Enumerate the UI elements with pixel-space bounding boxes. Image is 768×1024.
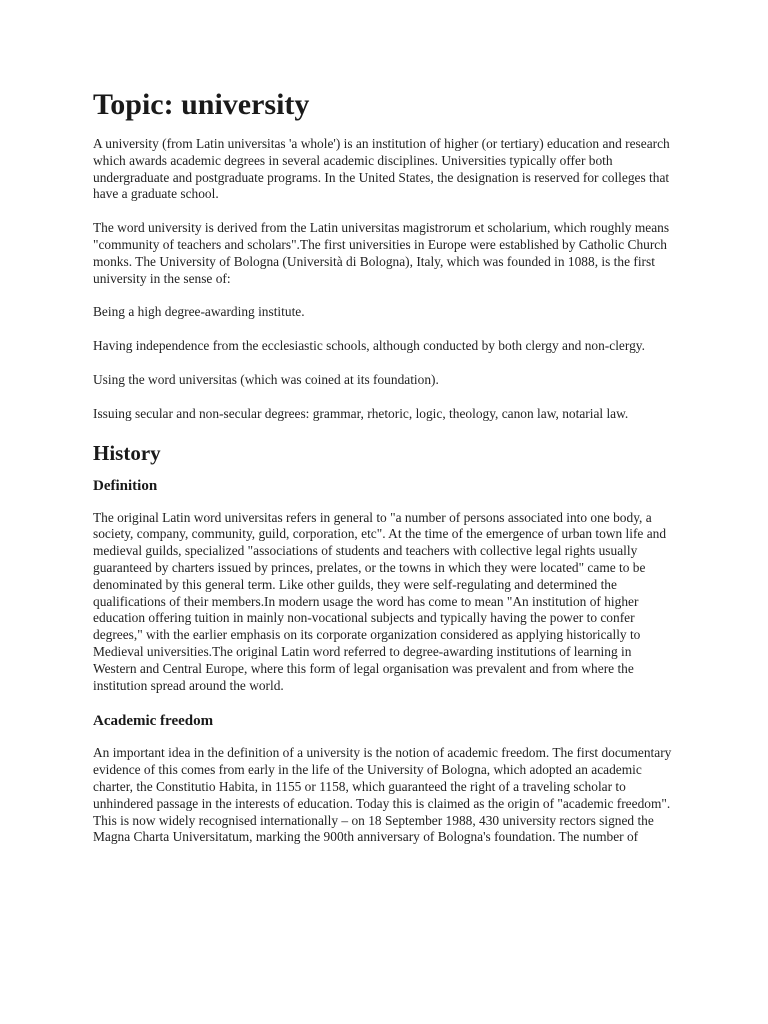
definition-paragraph: The original Latin word universitas refers in general to "a number of persons associated into one body, a society, company, community, guild, corporation, etc". At the time of the emergence of urban town life and medieval guilds, specialized "associations of students and teachers with collective legal rights usually guaranteed by charters issued by princes, prelates, or the towns in which they were located" came to be denominated by this general term. Like other guilds, they were self-regulating and determined the qualifications of their members.In modern usage the word has come to mean "An institution of higher education offering tuition in mainly non-vocational subjects and typically having the power to confer degrees," with the earlier emphasis on its corporate organization considered as applying historically to Medieval universities.The original Latin word referred to degree-awarding institutions of learning in Western and Central Europe, where this form of legal organisation was prevalent and from where the institution spread around the world. [93, 509, 667, 693]
document-body [93, 86, 678, 863]
intro-paragraph: A university (from Latin universitas 'a whole') is an institution of higher (or tertiary) education and research which awards academic degrees in several academic disciplines. Universities typically offer both undergraduate and postgraduate programs. In the United States, the designation is reserved for colleges that have a graduate school. [93, 136, 670, 202]
intro-paragraph: Using the word universitas (which was coined at its foundation). [93, 371, 439, 387]
intro-paragraph: The word university is derived from the Latin universitas magistrorum et scholarium, which roughly means "community of teachers and scholars".The first universities in Europe were established by Catholic Church monks. The University of Bologna (Università di Bologna), Italy, which was founded in 1088, is the first university in the sense of: [93, 220, 670, 286]
academic-freedom-heading: Academic freedom [93, 713, 214, 730]
intro-paragraph: Having independence from the ecclesiastic schools, although conducted by both clergy and non-clergy. [93, 338, 645, 354]
intro-paragraph: Being a high degree-awarding institute. [93, 304, 305, 320]
academic-freedom-paragraph: An important idea in the definition of a university is the notion of academic freedom. The first documentary evidence of this comes from early in the life of the University of Bologna, which adopted an academic charter, the Constitutio Habita, in 1155 or 1158, which guaranteed the right of a traveling scholar to unhindered passage in the interests of education. Today this is claimed as the origin of "academic freedom". This is now widely recognised internationally – on 18 September 1988, 430 university rectors signed the Magna Charta Universitatum, marking the 900th anniversary of Bologna's foundation. The number of [93, 745, 672, 845]
document-title: Topic: university [93, 88, 310, 121]
definition-heading: Definition [93, 477, 158, 494]
intro-paragraph: Issuing secular and non-secular degrees: grammar, rhetoric, logic, theology, canon law, notarial law. [93, 405, 629, 421]
history-heading: History [93, 440, 161, 465]
